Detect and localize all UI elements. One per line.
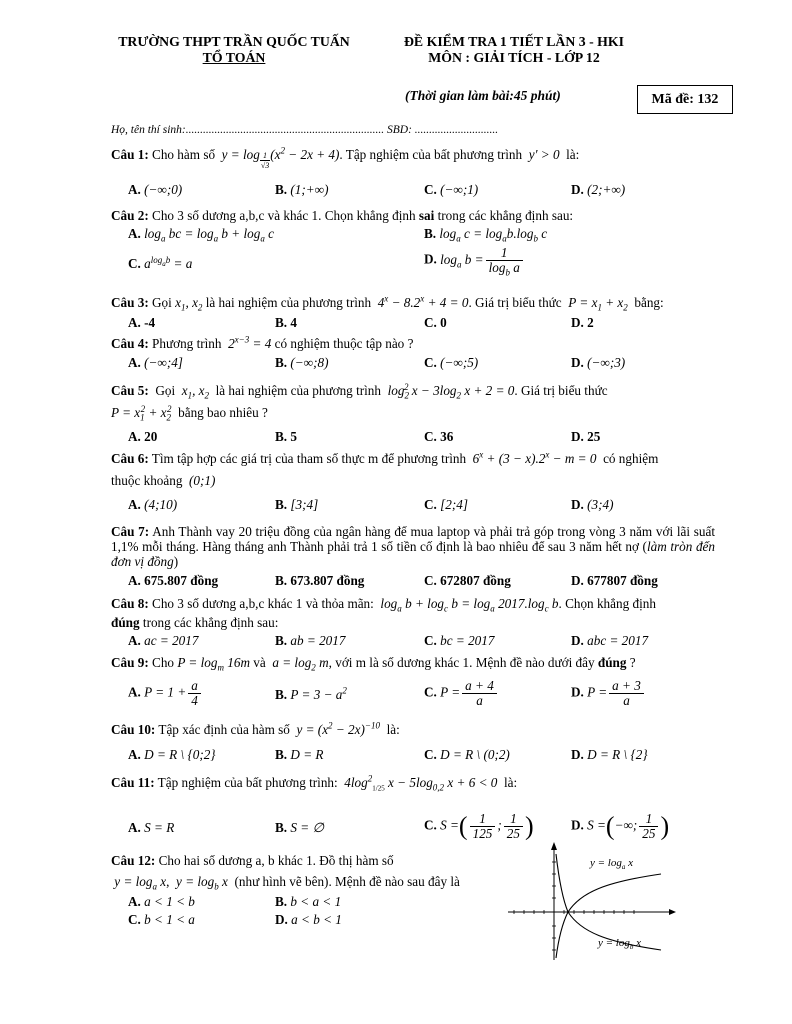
q1-option-c[interactable]: C. (−∞;1) <box>424 182 479 197</box>
q12-option-a[interactable]: A. a < 1 < b <box>128 894 195 909</box>
q7-option-a[interactable]: A. 675.807 đồng <box>128 573 219 588</box>
q4-option-b[interactable]: B. (−∞;8) <box>275 355 329 370</box>
question-5-line-2: $P = x_1^2 + x_2^2$ bằng bao nhiêu ? <box>111 403 268 423</box>
exam-code-box <box>637 85 733 114</box>
q3-option-b[interactable]: B. 4 <box>275 315 297 330</box>
q8-option-d[interactable]: D. abc = 2017 <box>571 633 649 648</box>
q7-option-d[interactable]: D. 677807 đồng <box>571 573 658 588</box>
q7-option-b[interactable]: B. 673.807 đồng <box>275 573 365 588</box>
student-info-line: Họ, tên thí sinh:..................................................................... SBD: ............................. <box>111 124 499 136</box>
question-5-line-1: Câu 5: Gọi $x_1$, $x_2$ là hai nghiệm của phương trình $\log_2^2 x - 3\log_2$ x + 2 = 0. Giá trị biểu thức <box>111 381 608 401</box>
question-10: Câu 10: Tập xác định của hàm số $y = (x^2 - 2x)^{-10}$ là: <box>111 720 400 737</box>
exam-time: (Thời gian làm bài:45 phút) <box>405 88 561 103</box>
q2-option-c[interactable]: C. $a^{log_ab} = a$ <box>128 254 193 271</box>
y-axis-arrow <box>551 842 557 850</box>
school-name: TRƯỜNG THPT TRẦN QUỐC TUẤN <box>118 34 350 49</box>
q9-option-b[interactable]: B. $P = 3 - a^2$ <box>275 685 347 702</box>
q1-option-b[interactable]: B. (1;+∞) <box>275 182 329 197</box>
q6-option-c[interactable]: C. [2;4] <box>424 497 468 512</box>
q12-option-d[interactable]: D. a < b < 1 <box>275 912 342 927</box>
q6-option-a[interactable]: A. (4;10) <box>128 497 178 512</box>
q5-option-d[interactable]: D. 25 <box>571 429 601 444</box>
q5-option-a[interactable]: A. 20 <box>128 429 158 444</box>
q4-option-a[interactable]: A. (−∞;4] <box>128 355 183 370</box>
q2-option-a[interactable]: A. $\log_a$ bc = $\log_a b + \log_a c$ <box>128 226 274 244</box>
q12-option-c[interactable]: C. b < 1 < a <box>128 912 195 927</box>
question-12-line-2: $y = \log_a x$, $y = \log_b x$ (như hình vẽ bên). Mệnh đề nào sau đây là <box>111 874 460 890</box>
log-graph <box>506 840 686 965</box>
exam-code: Mã đề: 132 <box>651 91 719 107</box>
q1-option-d[interactable]: D. (2;+∞) <box>571 182 626 197</box>
q2-option-b[interactable]: B. $\log_a c = \log_ab.\log_b$ c <box>424 226 548 244</box>
exam-title: ĐỀ KIỂM TRA 1 TIẾT LẦN 3 - HKI <box>403 34 625 49</box>
question-12-line-1: Câu 12: Cho hai số dương a, b khác 1. Đồ thị hàm số <box>111 853 394 868</box>
question-11: Câu 11: Tập nghiệm của bất phương trình: $4\log^2_{1/25}$ $x - 5\log_{0,2}$ x + 6 < 0 là: <box>111 773 518 793</box>
q8-option-c[interactable]: C. bc = 2017 <box>424 633 495 648</box>
q2-option-d[interactable]: D. $\log_a b$ = $\frac{1}{\log_b a}$ <box>424 246 525 275</box>
question-1: Câu 1: Cho hàm số y = log $_{\frac{1}{√3}}$ $(x^2 - 2x + 4)$. Tập nghiệm của bất phương trình y′ > 0 là: <box>111 145 580 171</box>
q12-option-b[interactable]: B. b < a < 1 <box>275 894 342 909</box>
q10-option-d[interactable]: D. D = R \ {2} <box>571 747 648 762</box>
label-log-b: $y = \log_b x$ <box>598 937 642 951</box>
q10-option-b[interactable]: B. D = R <box>275 747 324 762</box>
question-3: Câu 3: Gọi $x_1$, $x_2$ là hai nghiệm của phương trình $4^x - 8.2^x + 4 = 0$. Giá trị biểu thức $P = x_1 + x_2$ bằng: <box>111 293 664 313</box>
question-6-line-1: Câu 6: Tìm tập hợp các giá trị của tham số thực m để phương trình $6^x + (3 - x).2^x - m = 0$ có nghiệm <box>111 449 659 466</box>
question-2: Câu 2: Cho 3 số dương a,b,c và khác 1. Chọn khẳng định sai trong các khẳng định sau: <box>111 208 574 223</box>
q3-option-d[interactable]: D. 2 <box>571 315 594 330</box>
department-name: TỔ TOÁN <box>202 50 266 65</box>
q9-option-c[interactable]: C. P = $\frac{a + 4}{a}$ <box>424 679 499 708</box>
question-7: Câu 7: Anh Thành vay 20 triệu đồng của ngân hàng để mua laptop và phải trả góp trong vòng 3 năm với lãi suất 1,1% mỗi tháng. Hàng tháng anh Thành phải trả 1 số tiền cố định là bao nhiêu để sau 3 năm hết nợ (làm tròn đến đơn vị đồng) <box>111 524 716 569</box>
q10-option-c[interactable]: C. D = R \ (0;2) <box>424 747 510 762</box>
q7-option-c[interactable]: C. 672807 đồng <box>424 573 511 588</box>
q6-option-b[interactable]: B. [3;4] <box>275 497 319 512</box>
q5-option-b[interactable]: B. 5 <box>275 429 297 444</box>
q9-option-d[interactable]: D. P = $\frac{a + 3}{a}$ <box>571 679 646 708</box>
q11-option-b[interactable]: B. S = ∅ <box>275 820 324 835</box>
q10-option-a[interactable]: A. D = R \ {0;2} <box>128 747 216 762</box>
q11-option-a[interactable]: A. S = R <box>128 820 175 835</box>
q1-option-a[interactable]: A. (−∞;0) <box>128 182 183 197</box>
q11-option-c[interactable]: C. S =( $\frac{1}{125}$ ; $\frac{1}{25}$ ) <box>424 811 534 841</box>
question-8-line-1: Câu 8: Cho 3 số dương a,b,c khác 1 và thỏa mãn: $\log_a b + \log_c b = \log_a 2017.\log_c$ b. Chọn khẳng định <box>111 596 656 614</box>
q4-option-c[interactable]: C. (−∞;5) <box>424 355 479 370</box>
exam-subject: MÔN : GIẢI TÍCH - LỚP 12 <box>428 50 600 65</box>
q3-option-a[interactable]: A. -4 <box>128 315 156 330</box>
q3-option-c[interactable]: C. 0 <box>424 315 447 330</box>
question-6-line-2: thuộc khoảng (0;1) <box>111 473 216 488</box>
q11-option-d[interactable]: D. S =(−∞; $\frac{1}{25}$ ) <box>571 811 670 841</box>
q8-option-b[interactable]: B. ab = 2017 <box>275 633 346 648</box>
q6-option-d[interactable]: D. (3;4) <box>571 497 614 512</box>
question-8-line-2: đúng trong các khẳng định sau: <box>111 615 279 630</box>
q4-option-d[interactable]: D. (−∞;3) <box>571 355 626 370</box>
label-log-a: $y = \log_a x$ <box>590 857 634 871</box>
question-4: Câu 4: Phương trình $2^{x-3} = 4$ có nghiệm thuộc tập nào ? <box>111 334 414 351</box>
question-9: Câu 9: Cho $P = \log_m 16m$ và $a = \log_2 m$, với m là số dương khác 1. Mệnh đề nào dưới đây đúng ? <box>111 655 636 673</box>
q9-option-a[interactable]: A. P = 1 + $\frac{a}{4}$ <box>128 679 203 708</box>
x-axis-arrow <box>669 909 676 915</box>
q5-option-c[interactable]: C. 36 <box>424 429 454 444</box>
q8-option-a[interactable]: A. ac = 2017 <box>128 633 199 648</box>
